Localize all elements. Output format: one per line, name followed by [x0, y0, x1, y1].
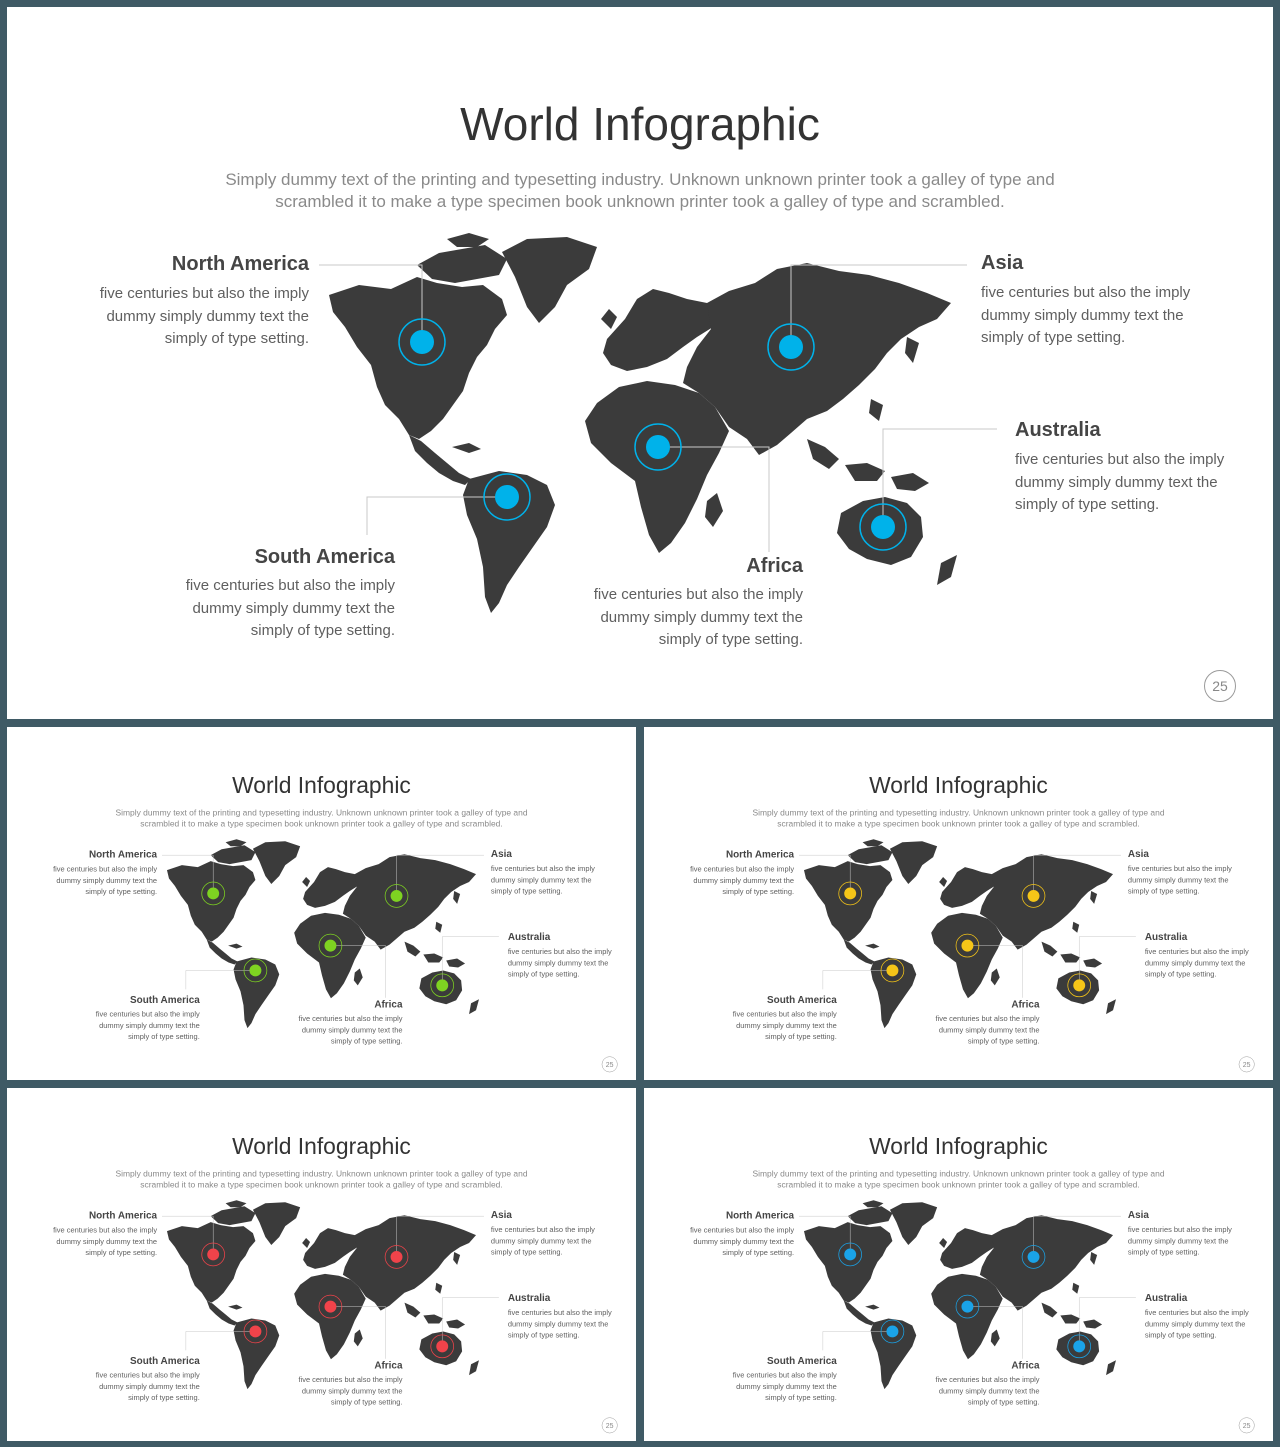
label-africa: Africa — [746, 555, 803, 577]
desc-australia: five centuries but also the imply dummy simply dummy text the simply of type setting. — [507, 1308, 612, 1340]
label-asia: Asia — [981, 252, 1024, 274]
label-north-america: North America — [88, 849, 158, 861]
desc-africa: five centuries but also the imply dummy simply dummy text the simply of type setting. — [935, 1375, 1040, 1407]
slide-blue[interactable] — [644, 1088, 1273, 1441]
slide-title: World Infographic — [232, 772, 411, 799]
slide-yellow[interactable] — [644, 727, 1273, 1080]
page-number: 25 — [602, 1417, 618, 1433]
slide-subtitle: Simply dummy text of the printing and typesetting industry. Unknown unknown printer took a galley of type and scrambled it to make a type specimen book unknown printer took a galley of type and scrambled. — [752, 807, 1165, 829]
page-number: 25 — [1239, 1056, 1255, 1072]
label-south-america: South America — [254, 546, 395, 568]
slide-subtitle: Simply dummy text of the printing and typesetting industry. Unknown unknown printer took a galley of type and scrambled it to make a type specimen book unknown printer took a galley of type and scrambled. — [115, 1168, 528, 1190]
slide-green[interactable] — [7, 727, 636, 1080]
slide-title: World Infographic — [869, 1133, 1048, 1160]
desc-north-america: five centuries but also the imply dummy simply dummy text the simply of type setting. — [53, 1226, 158, 1257]
label-asia: Asia — [490, 1209, 512, 1221]
desc-australia: five centuries but also the imply dummy simply dummy text the simply of type setting. — [1015, 451, 1225, 513]
slide-title: World Infographic — [460, 98, 820, 150]
label-australia: Australia — [1144, 931, 1188, 943]
slide-subtitle: Simply dummy text of the printing and typesetting industry. Unknown unknown printer took a galley of type and scrambled it to make a type specimen book unknown printer took a galley of type and scrambled. — [225, 170, 1055, 211]
desc-north-america: five centuries but also the imply dummy simply dummy text the simply of type setting. — [99, 285, 309, 347]
desc-south-america: five centuries but also the imply dummy simply dummy text the simply of type setting. — [95, 1010, 200, 1042]
slide-content — [7, 1088, 636, 1441]
slide-title: World Infographic — [232, 1133, 411, 1160]
desc-north-america: five centuries but also the imply dummy simply dummy text the simply of type setting. — [690, 865, 795, 896]
desc-asia: five centuries but also the imply dummy simply dummy text the simply of type setting. — [1127, 1225, 1232, 1257]
label-australia: Australia — [507, 1292, 551, 1304]
slide-subtitle: Simply dummy text of the printing and typesetting industry. Unknown unknown printer took a galley of type and scrambled it to make a type specimen book unknown printer took a galley of type and scrambled. — [115, 807, 528, 829]
desc-africa: five centuries but also the imply dummy simply dummy text the simply of type setting. — [593, 586, 803, 648]
label-south-america: South America — [767, 994, 837, 1006]
desc-australia: five centuries but also the imply dummy simply dummy text the simply of type setting. — [507, 947, 612, 979]
label-africa: Africa — [374, 999, 403, 1011]
desc-asia: five centuries but also the imply dummy simply dummy text the simply of type setting. — [981, 284, 1191, 346]
desc-africa: five centuries but also the imply dummy simply dummy text the simply of type setting. — [298, 1014, 403, 1046]
slide-content — [644, 1088, 1273, 1441]
label-south-america: South America — [767, 1355, 837, 1367]
slide-subtitle: Simply dummy text of the printing and typesetting industry. Unknown unknown printer took a galley of type and scrambled it to make a type specimen book unknown printer took a galley of type and scrambled. — [752, 1168, 1165, 1190]
desc-south-america: five centuries but also the imply dummy simply dummy text the simply of type setting. — [732, 1371, 837, 1403]
page-number: 25 — [1239, 1417, 1255, 1433]
label-north-america: North America — [88, 1210, 158, 1222]
desc-australia: five centuries but also the imply dummy simply dummy text the simply of type setting. — [1144, 1308, 1249, 1340]
slide-content — [7, 7, 1273, 719]
desc-africa: five centuries but also the imply dummy simply dummy text the simply of type setting. — [298, 1375, 403, 1407]
label-asia: Asia — [1127, 1209, 1149, 1221]
label-north-america: North America — [725, 1210, 795, 1222]
desc-africa: five centuries but also the imply dummy simply dummy text the simply of type setting. — [935, 1014, 1040, 1046]
label-australia: Australia — [1015, 419, 1101, 441]
desc-north-america: five centuries but also the imply dummy simply dummy text the simply of type setting. — [53, 865, 158, 896]
label-africa: Africa — [1011, 1360, 1040, 1372]
slide-main[interactable] — [7, 7, 1273, 719]
desc-asia: five centuries but also the imply dummy simply dummy text the simply of type setting. — [1127, 864, 1232, 896]
desc-asia: five centuries but also the imply dummy simply dummy text the simply of type setting. — [490, 1225, 595, 1257]
label-south-america: South America — [130, 1355, 200, 1367]
label-asia: Asia — [1127, 848, 1149, 860]
desc-south-america: five centuries but also the imply dummy simply dummy text the simply of type setting. — [95, 1371, 200, 1403]
desc-asia: five centuries but also the imply dummy simply dummy text the simply of type setting. — [490, 864, 595, 896]
desc-australia: five centuries but also the imply dummy simply dummy text the simply of type setting. — [1144, 947, 1249, 979]
label-australia: Australia — [507, 931, 551, 943]
page-number: 25 — [602, 1056, 618, 1072]
label-north-america: North America — [171, 253, 309, 275]
slide-title: World Infographic — [869, 772, 1048, 799]
label-south-america: South America — [130, 994, 200, 1006]
slide-content — [644, 727, 1273, 1080]
label-africa: Africa — [374, 1360, 403, 1372]
label-africa: Africa — [1011, 999, 1040, 1011]
desc-south-america: five centuries but also the imply dummy simply dummy text the simply of type setting. — [185, 577, 395, 639]
slide-red[interactable] — [7, 1088, 636, 1441]
label-north-america: North America — [725, 849, 795, 861]
page-number: 25 — [1204, 670, 1236, 702]
slide-content — [7, 727, 636, 1080]
label-australia: Australia — [1144, 1292, 1188, 1304]
desc-south-america: five centuries but also the imply dummy simply dummy text the simply of type setting. — [732, 1010, 837, 1042]
label-asia: Asia — [490, 848, 512, 860]
desc-north-america: five centuries but also the imply dummy simply dummy text the simply of type setting. — [690, 1226, 795, 1257]
